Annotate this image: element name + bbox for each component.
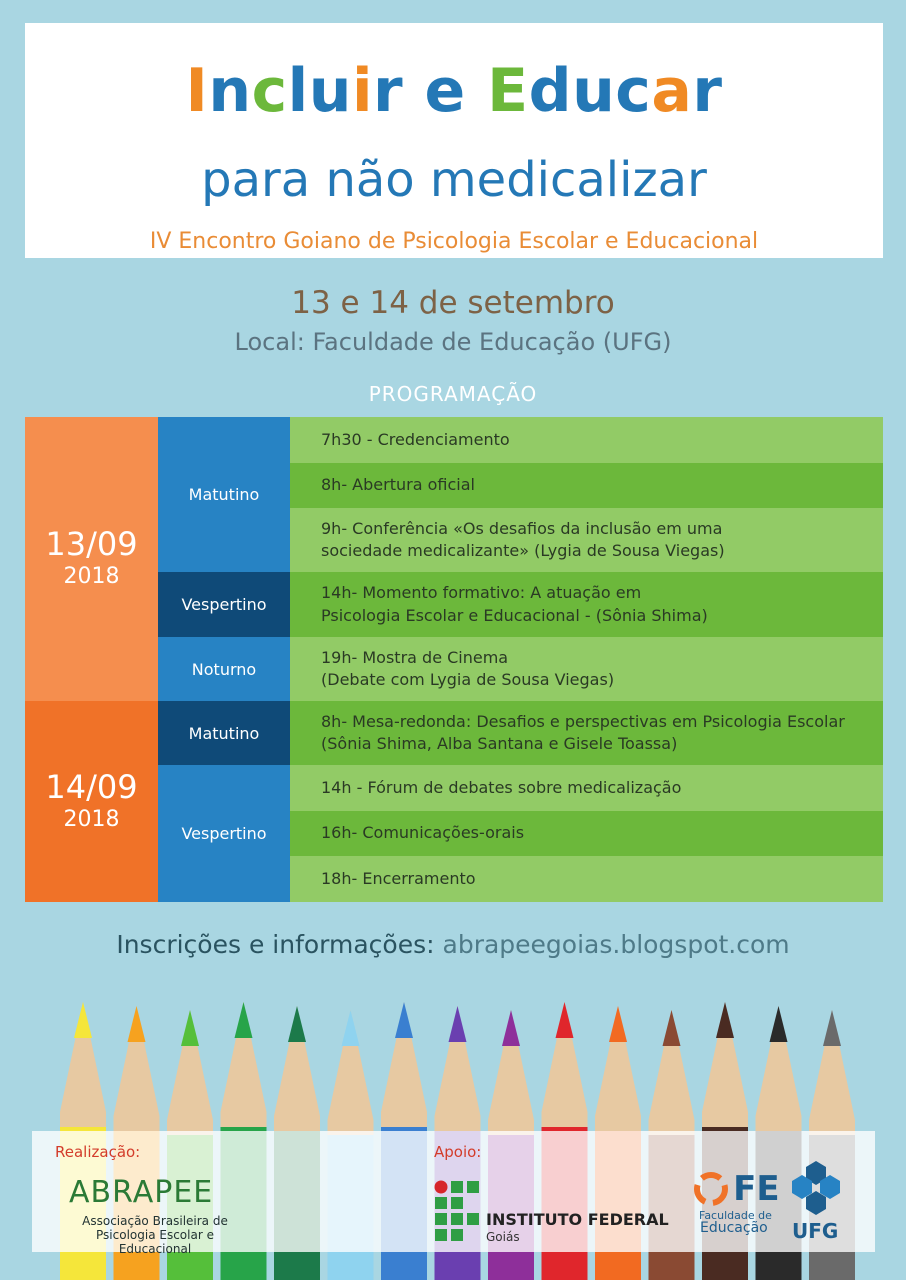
registration-label: Inscrições e informações: <box>116 930 435 959</box>
event-subtitle: IV Encontro Goiano de Psicologia Escolar e Educacional <box>149 229 759 254</box>
title-letter: E <box>487 56 529 126</box>
day-date: 13/09 <box>45 525 138 564</box>
fe-swirl-icon <box>694 1172 728 1206</box>
main-title-line2: para não medicalizar <box>201 152 707 208</box>
title-letter: i <box>351 56 374 126</box>
title-letter: a <box>651 56 693 126</box>
title-letter <box>403 56 424 126</box>
title-letter: c <box>615 56 652 126</box>
event-row: 9h- Conferência «Os desafios da inclusão em uma sociedade medicalizante» (Lygia de Sousa Viegas) <box>290 508 883 572</box>
header-panel <box>25 23 883 258</box>
fe-logo <box>694 1169 780 1209</box>
ufg-name: UFG <box>792 1219 839 1243</box>
event-row: 18h- Encerramento <box>290 856 883 902</box>
program-heading: PROGRAMAÇÃO <box>368 382 538 406</box>
title-letter: n <box>208 56 252 126</box>
title-letter: I <box>185 56 209 126</box>
title-letter: l <box>287 56 309 126</box>
instituto-federal-logo-icon <box>434 1180 480 1242</box>
fe-subtitle-line1: Faculdade de <box>699 1209 772 1222</box>
main-title-line1 <box>25 56 883 126</box>
title-letter <box>466 56 487 126</box>
realizacao-label: Realização: <box>55 1143 141 1161</box>
event-row: 8h- Abertura oficial <box>290 463 883 508</box>
day-year: 2018 <box>63 564 120 590</box>
apoio-label: Apoio: <box>434 1143 482 1161</box>
event-row: 8h- Mesa-redonda: Desafios e perspectivas em Psicologia Escolar (Sônia Shima, Alba Santana e Gisele Toassa) <box>290 701 883 765</box>
title-letter: r <box>373 56 404 126</box>
event-row: 16h- Comunicações-orais <box>290 811 883 856</box>
fe-subtitle-line2: Educação <box>700 1220 768 1236</box>
registration-url[interactable]: abrapeegoias.blogspot.com <box>442 930 790 959</box>
period-cell: Matutino <box>158 701 290 765</box>
instituto-federal-sub: Goiás <box>486 1230 520 1244</box>
event-row: 19h- Mostra de Cinema (Debate com Lygia de Sousa Viegas) <box>290 637 883 701</box>
fe-letters: FE <box>733 1169 780 1209</box>
event-location: Local: Faculdade de Educação (UFG) <box>234 328 672 356</box>
title-letter: d <box>528 56 573 126</box>
registration-info <box>0 930 906 959</box>
abrapee-logo: ABRAPEE <box>69 1175 214 1210</box>
title-letter: u <box>572 56 616 126</box>
day-cell-2 <box>25 701 158 902</box>
period-cell: Vespertino <box>158 572 290 637</box>
day-date: 14/09 <box>45 767 138 806</box>
sponsors-footer <box>32 1131 875 1256</box>
title-letter: c <box>251 56 288 126</box>
event-row: 14h- Momento formativo: A atuação em Psicologia Escolar e Educacional - (Sônia Shima) <box>290 572 883 637</box>
day-cell-1 <box>25 417 158 701</box>
day-year: 2018 <box>63 806 120 832</box>
period-cell: Noturno <box>158 637 290 701</box>
event-row: 14h - Fórum de debates sobre medicalização <box>290 765 883 811</box>
event-row: 7h30 - Credenciamento <box>290 417 883 463</box>
period-cell: Vespertino <box>158 765 290 902</box>
abrapee-subtitle: Associação Brasileira de Psicologia Escolar e Educacional <box>82 1214 228 1256</box>
ufg-hexagon-logo-icon <box>788 1159 844 1217</box>
instituto-federal-name: INSTITUTO FEDERAL <box>486 1210 669 1229</box>
event-dates: 13 e 14 de setembro <box>291 285 615 321</box>
title-letter: u <box>308 56 352 126</box>
title-letter: r <box>692 56 723 126</box>
period-cell: Matutino <box>158 417 290 572</box>
title-letter: e <box>424 56 466 126</box>
